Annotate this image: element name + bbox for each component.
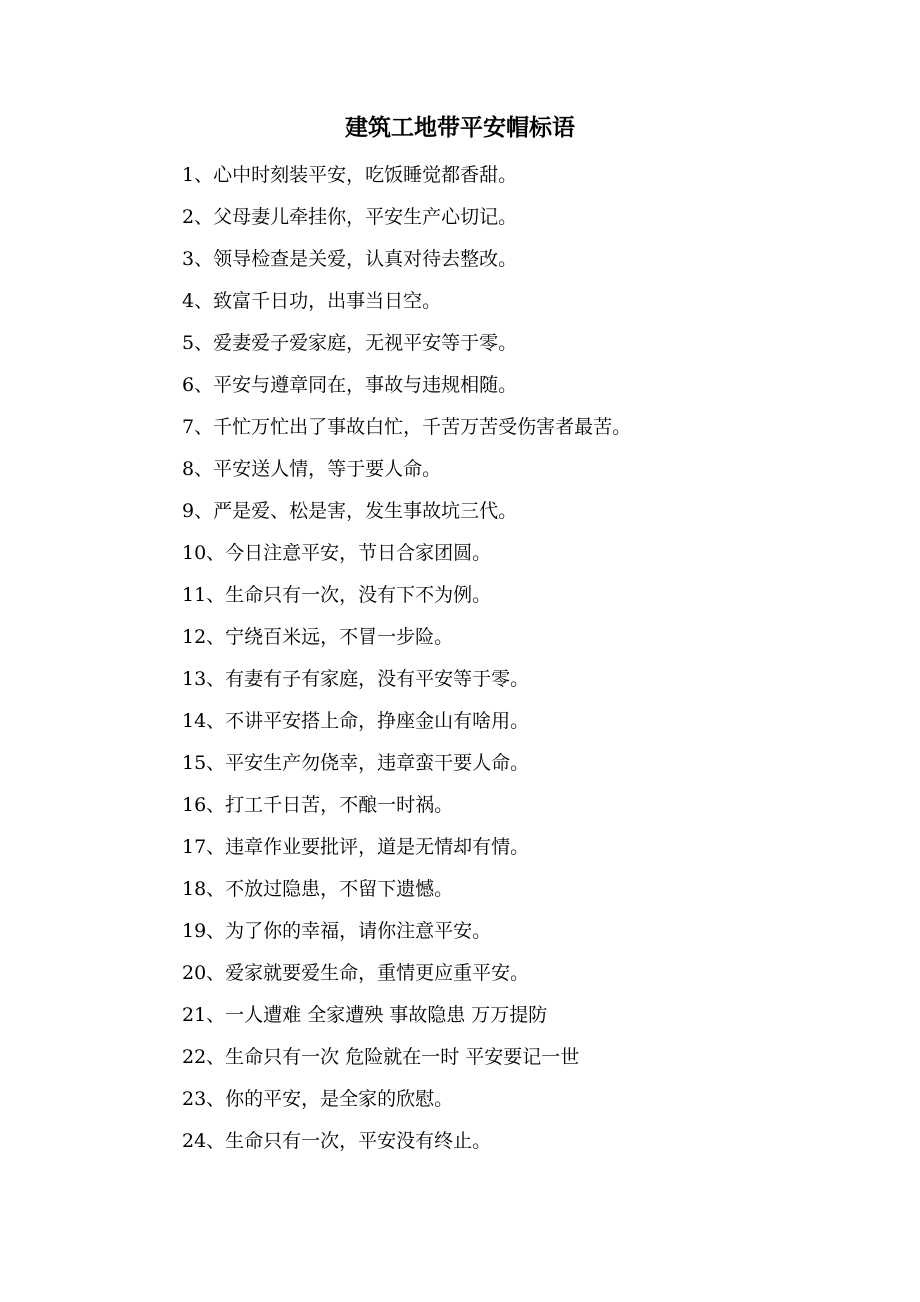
slogan-item-12: 12、宁绕百米远，不冒一步险。: [182, 626, 454, 648]
slogan-item-8: 8、平安送人情，等于要人命。: [182, 458, 442, 480]
slogan-item-21: 21、一人遭难 全家遭殃 事故隐患 万万提防: [182, 1004, 548, 1026]
slogan-item-20: 20、爱家就要爱生命，重情更应重平安。: [182, 962, 530, 984]
slogan-item-13: 13、有妻有子有家庭，没有平安等于零。: [182, 668, 530, 690]
document-title: 建筑工地带平安帽标语: [345, 114, 575, 141]
slogan-item-4: 4、致富千日功，出事当日空。: [182, 290, 442, 312]
slogan-item-5: 5、爱妻爱子爱家庭，无视平安等于零。: [182, 332, 518, 354]
slogan-item-14: 14、不讲平安搭上命，挣座金山有啥用。: [182, 710, 530, 732]
slogan-item-23: 23、你的平安，是全家的欣慰。: [182, 1088, 454, 1110]
slogan-item-6: 6、平安与遵章同在，事故与违规相随。: [182, 374, 518, 396]
slogan-item-3: 3、领导检查是关爱，认真对待去整改。: [182, 248, 518, 270]
slogan-item-11: 11、生命只有一次，没有下不为例。: [182, 584, 492, 606]
slogan-list: [182, 154, 882, 1162]
slogan-item-7: 7、千忙万忙出了事故白忙，千苦万苦受伤害者最苦。: [182, 416, 632, 438]
slogan-item-18: 18、不放过隐患，不留下遗憾。: [182, 878, 454, 900]
slogan-item-17: 17、违章作业要批评，道是无情却有情。: [182, 836, 530, 858]
slogan-item-9: 9、严是爱、松是害，发生事故坑三代。: [182, 500, 518, 522]
slogan-item-10: 10、今日注意平安，节日合家团圆。: [182, 542, 492, 564]
slogan-item-15: 15、平安生产勿侥幸，违章蛮干要人命。: [182, 752, 530, 774]
slogan-item-1: 1、心中时刻装平安，吃饭睡觉都香甜。: [182, 164, 518, 186]
slogan-item-22: 22、生命只有一次 危险就在一时 平安要记一世: [182, 1046, 580, 1068]
slogan-item-16: 16、打工千日苦，不酿一时祸。: [182, 794, 454, 816]
slogan-item-19: 19、为了你的幸福，请你注意平安。: [182, 920, 492, 942]
slogan-item-24: 24、生命只有一次，平安没有终止。: [182, 1130, 492, 1152]
slogan-item-2: 2、父母妻儿牵挂你，平安生产心切记。: [182, 206, 518, 228]
